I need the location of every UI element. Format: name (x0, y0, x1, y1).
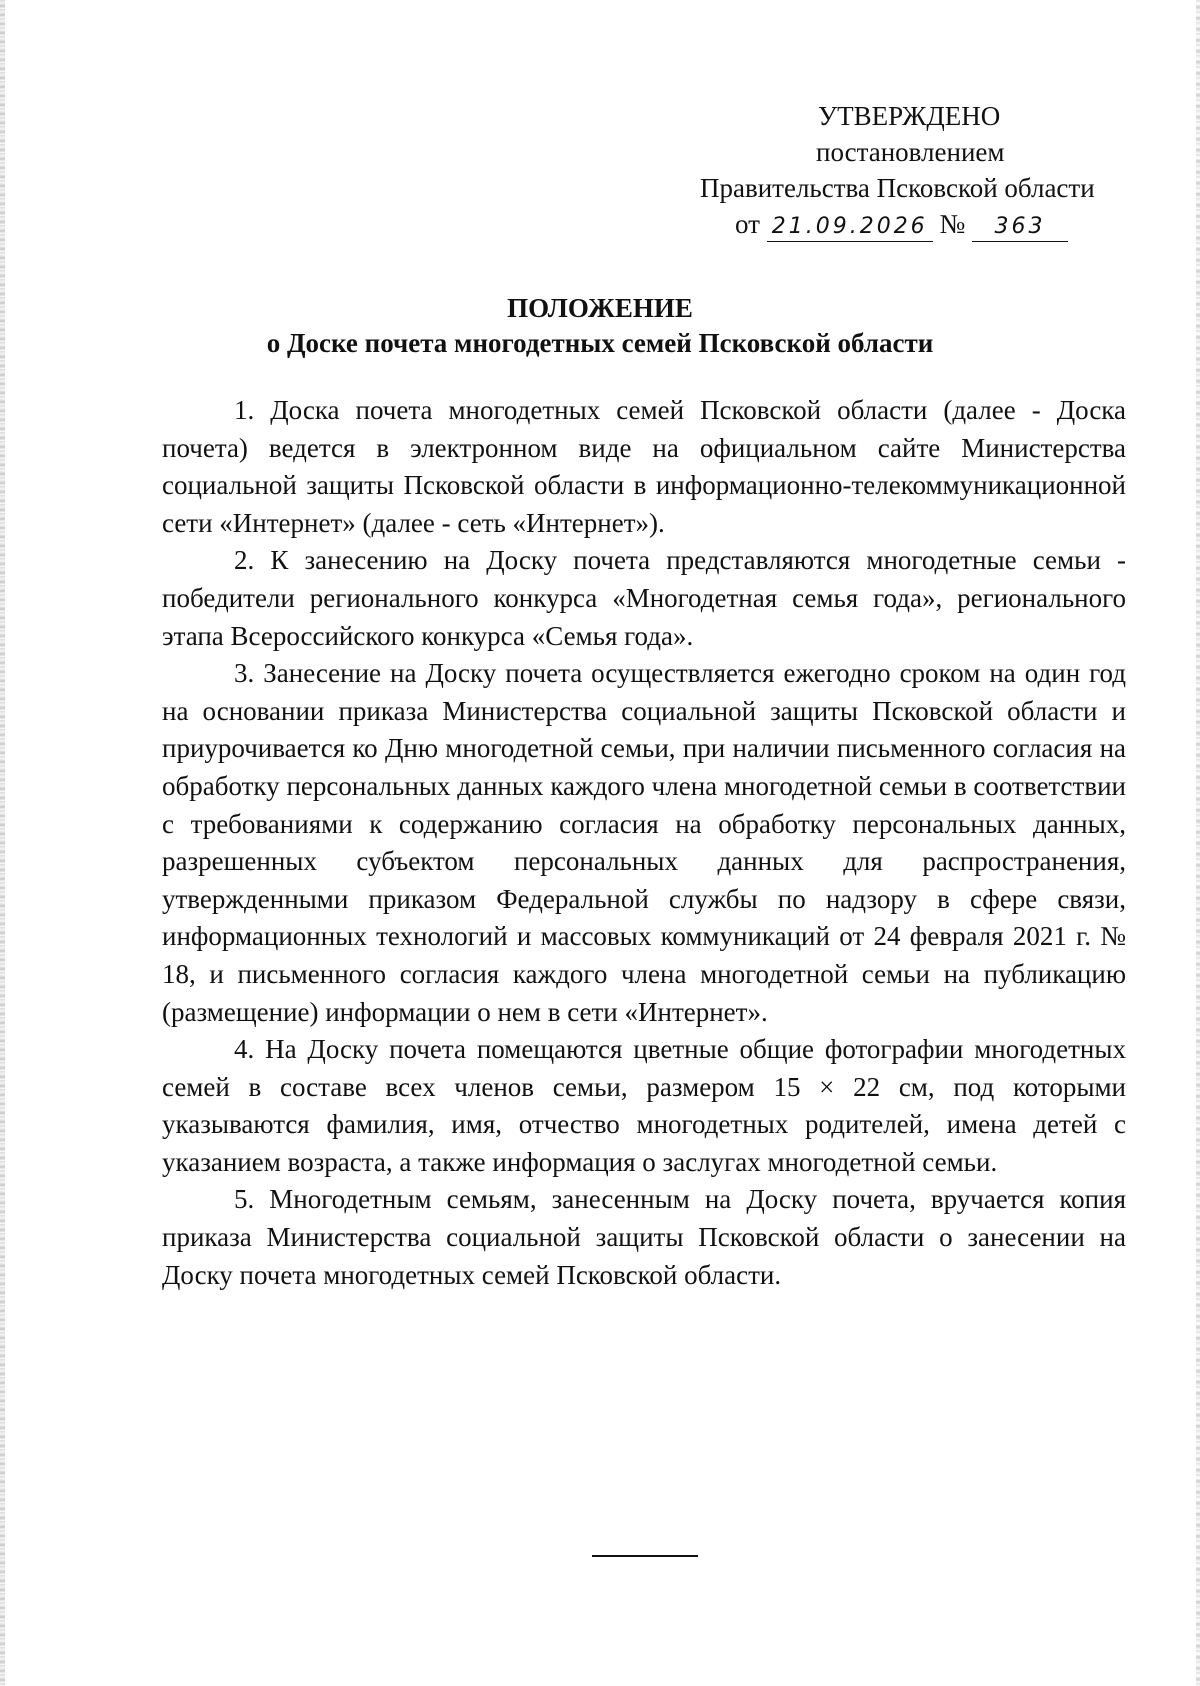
end-divider (592, 1555, 698, 1557)
approved-label: УТВЕРЖДЕНО (818, 101, 1001, 131)
paragraph-3: 3. Занесение на Доску почета осуществляется ежегодно сроком на один год на основании приказа Министерства социальной защиты Псковской области и приурочивается ко Дню многодетной семьи, при наличии письменного согласия на обработку персональных данных каждого члена многодетной семьи в соответствии с требованиями к содержанию согласия на обработку персональных данных, разрешенных субъектом персональных данных для распространения, утвержденными приказом Федеральной службы по надзору в сфере связи, информационных технологий и массовых коммуникаций от 24 февраля 2021 г. № 18, и письменного согласия каждого члена многодетной семьи на публикацию (размещение) информации о нем в сети «Интернет». (162, 658, 1126, 1027)
handwritten-number: 363 (972, 213, 1068, 242)
document-body (162, 392, 1126, 1294)
scan-edge-left (0, 0, 5, 1686)
handwritten-date: 21.09.2026 (767, 213, 933, 242)
document-subtitle: о Доске почета многодетных семей Псковской области (266, 328, 934, 358)
document-title: ПОЛОЖЕНИЕ (507, 293, 693, 323)
paragraph-2: 2. К занесению на Доску почета представляются многодетные семьи - победители регионального конкурса «Многодетная семья года», регионального этапа Всероссийского конкурса «Семья года». (162, 545, 1126, 651)
scan-edge-right (1196, 0, 1200, 1686)
paragraph-1: 1. Доска почета многодетных семей Псковской области (далее - Доска почета) ведется в электронном виде на официальном сайте Министерства социальной защиты Псковской области в информационно-телекоммуникационной сети «Интернет» (далее - сеть «Интернет»). (162, 395, 1126, 538)
paragraph-4: 4. На Доску почета помещаются цветные общие фотографии многодетных семей в составе всех членов семьи, размером 15 × 22 см, под которыми указываются фамилия, имя, отчество многодетных родителей, имена детей с указанием возраста, а также информация о заслугах многодетной семьи. (162, 1034, 1126, 1177)
government-label: Правительства Псковской области (700, 173, 1095, 203)
decree-label: постановлением (816, 137, 1005, 167)
paragraph-5: 5. Многодетным семьям, занесенным на Доску почета, вручается копия приказа Министерства социальной защиты Псковской области о занесении на Доску почета многодетных семей Псковской области. (162, 1184, 1126, 1290)
date-prefix: от (735, 209, 760, 239)
number-sign: № (939, 209, 966, 239)
date-number-row (735, 206, 1068, 242)
